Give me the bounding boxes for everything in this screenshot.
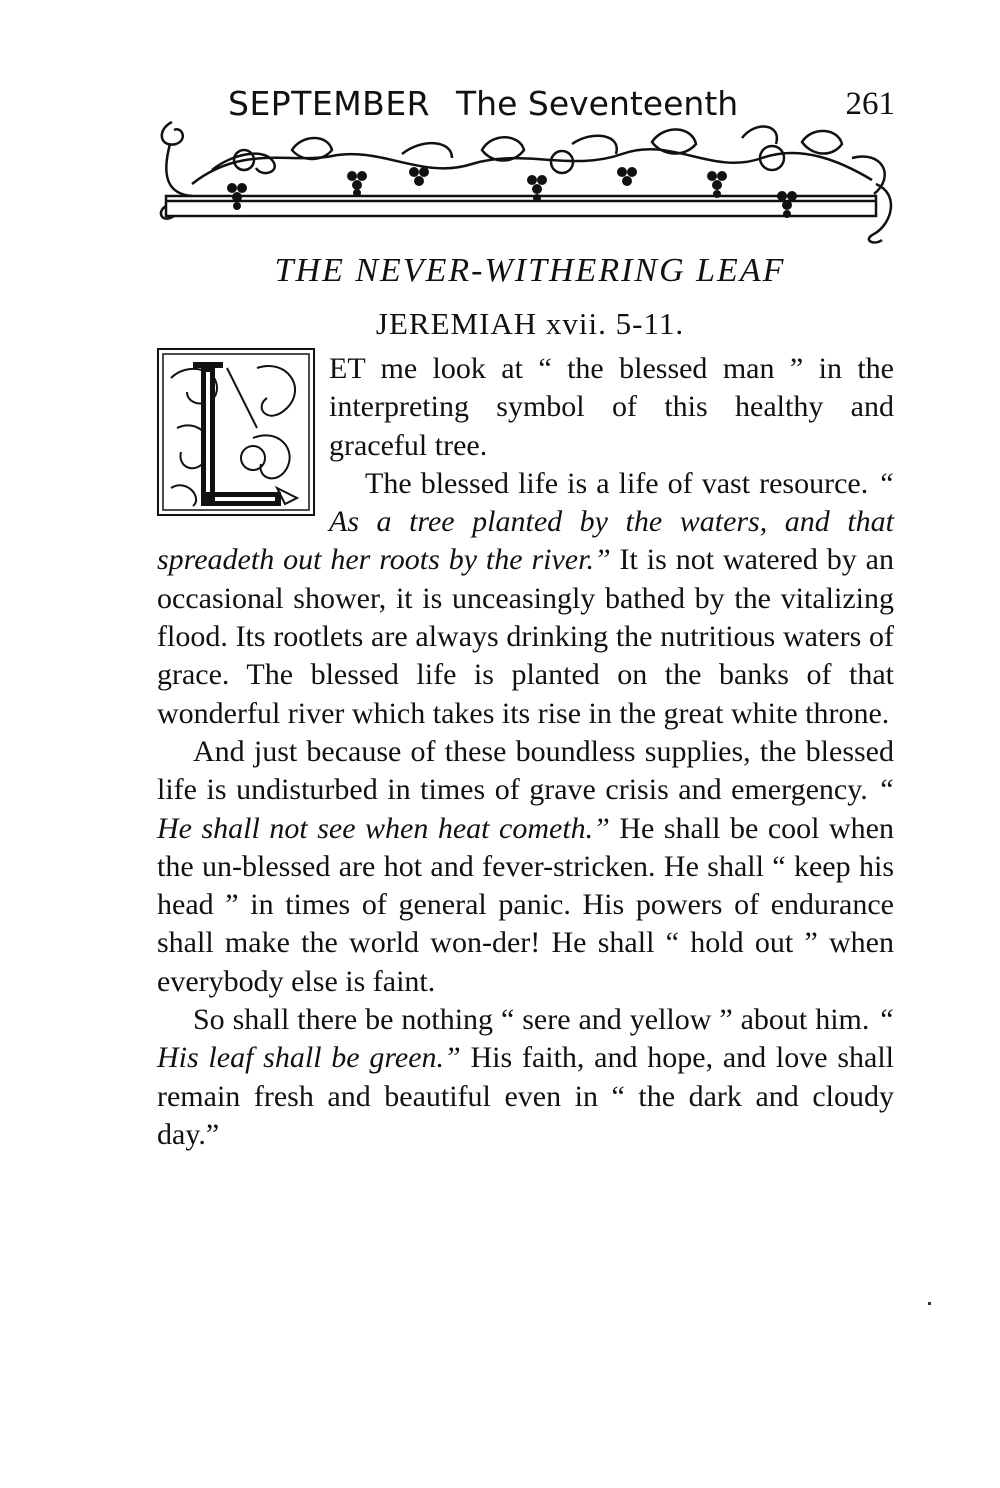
page-title: THE NEVER-WITHERING LEAF xyxy=(274,252,786,289)
paragraph xyxy=(157,733,894,1001)
text-run: It is not watered by an occasional shower, it is unceasingly bathed by the vitalizing flood. Its rootlets are always drinking the nutritious waters of grace. The blessed life is planted on the banks of that wonderful river which takes its rise in the great white throne. xyxy=(157,543,894,730)
paragraph xyxy=(157,1001,894,1154)
body-text xyxy=(157,350,894,1154)
dropcap-space xyxy=(157,350,329,538)
italic-quote: “ He shall not see when heat cometh.” xyxy=(157,773,894,845)
header-month: SEPTEMBER xyxy=(228,84,431,123)
stray-mark xyxy=(928,1302,931,1305)
italic-quote: “ His leaf shall be green.” xyxy=(157,1003,894,1075)
text-run: He shall be cool when the un-blessed are hot and fever-stricken. He shall “ keep his head ” in times of general panic. His powers of endurance shall make the world won-der! He shall “ hold out ” when everybody else is faint. xyxy=(157,811,894,998)
text-run: ET me look at “ the blessed man ” in the interpreting symbol of this healthy and graceful tree. xyxy=(329,352,894,462)
text-run: His faith, and hope, and love shall remain fresh and beautiful even in “ the dark and cloudy day.” xyxy=(157,1041,894,1151)
page-number: 261 xyxy=(845,86,895,122)
text-run: And just because of these boundless supplies, the blessed life is undisturbed in times of grave crisis and emergency. xyxy=(157,734,894,807)
running-header xyxy=(160,84,895,124)
italic-quote: “ As a tree planted by the waters, and that spreadeth out her roots by the river.” xyxy=(157,466,894,577)
header-day: The Seventeenth xyxy=(456,84,739,123)
scripture-reference: JEREMIAH xvii. 5-11. xyxy=(375,306,685,341)
text-run: So shall there be nothing “ sere and yellow ” about him. xyxy=(193,1003,878,1037)
text-run: The blessed life is a life of vast resource. xyxy=(365,466,878,500)
